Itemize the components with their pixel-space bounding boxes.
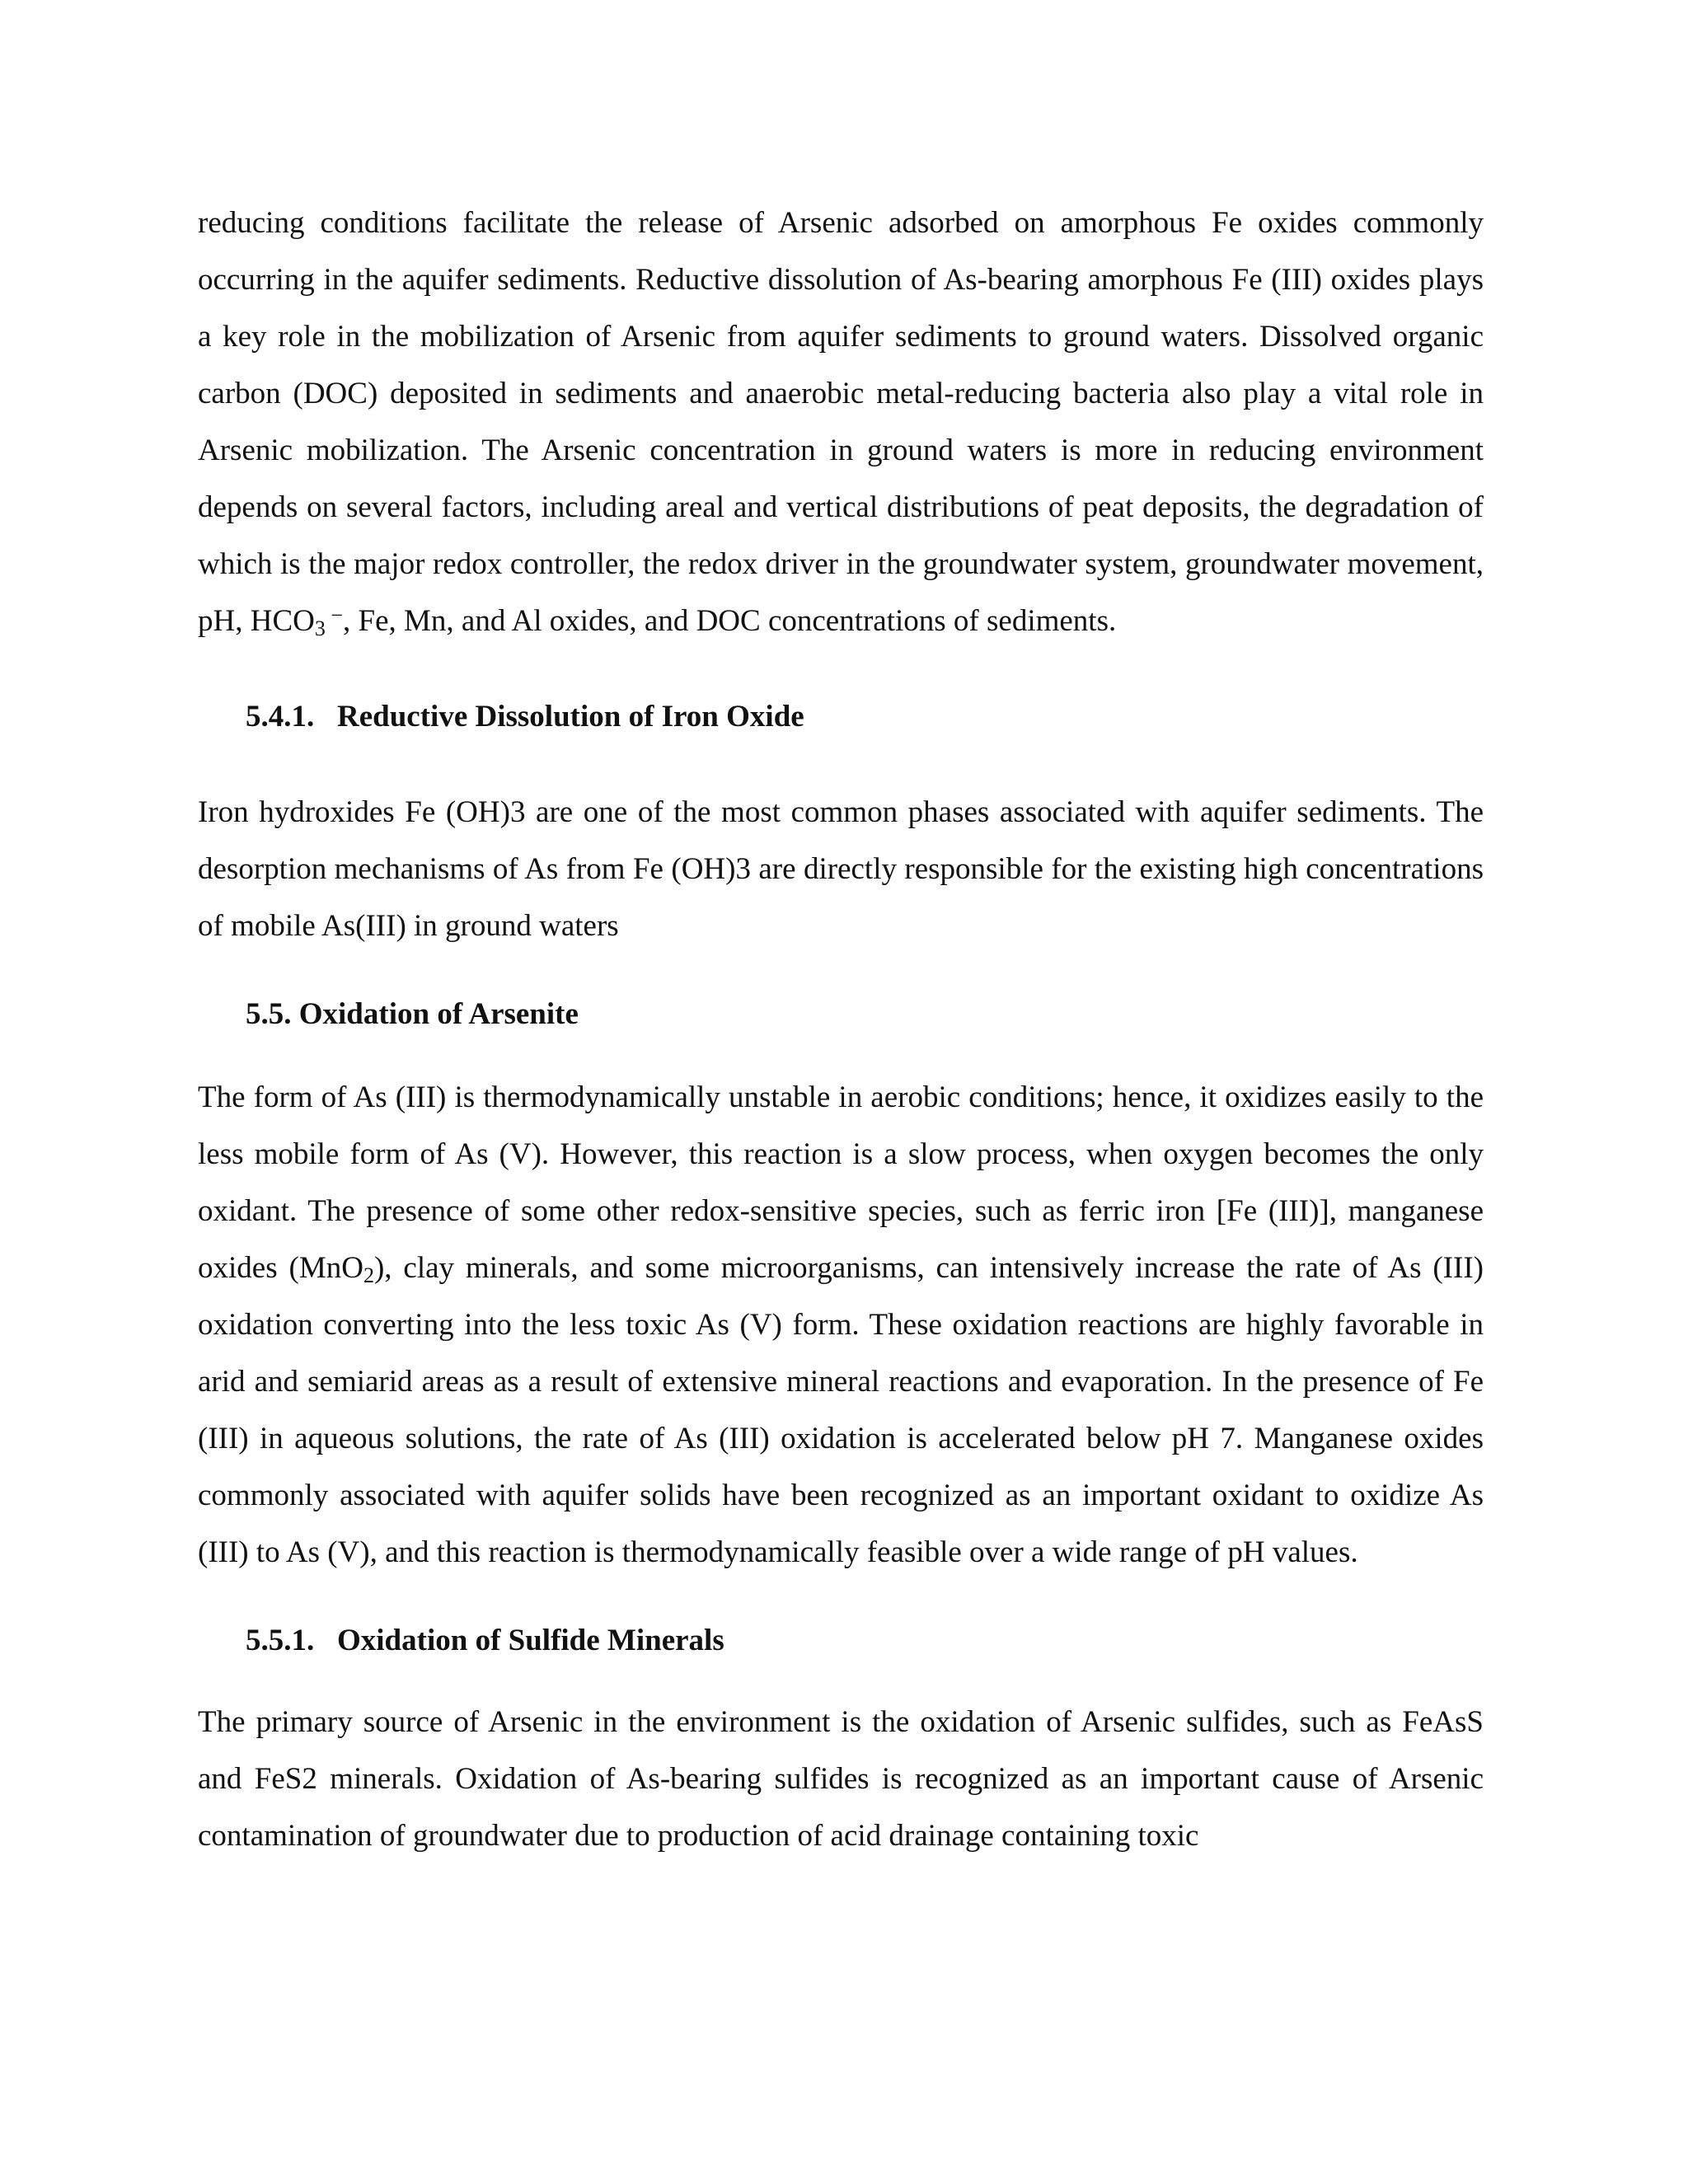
paragraph-arsenite-oxidation: [198, 1069, 1484, 1581]
paragraph-reducing-conditions: [198, 194, 1484, 649]
superscript-minus: −: [325, 603, 344, 627]
heading-oxidation-of-arsenite: 5.5. Oxidation of Arsenite: [246, 997, 579, 1031]
paragraph-text: The form of As (III) is thermodynamically unstable in aerobic conditions; hence, it oxidizes easily to the less mobile form of As (V). However, this reaction is a slow process, when oxygen becomes the only oxidant. The presence of some other redox-sensitive species, such as ferric iron [Fe (III)], manganese oxides (MnO: [198, 1080, 1484, 1285]
paragraph-text-continued: ), clay minerals, and some microorganisms, can intensively increase the rate of As (III) oxidation converting into the less toxic As (V) form. These oxidation reactions are highly favorable in arid and semiarid areas as a result of extensive mineral reactions and evaporation. In the presence of Fe (III) in aqueous solutions, the rate of As (III) oxidation is accelerated below pH 7. Manganese oxides commonly associated with aquifer solids have been recognized as an important oxidant to oxidize As (III) to As (V), and this reaction is thermodynamically feasible over a wide range of pH values.: [198, 1251, 1484, 1569]
heading-reductive-dissolution: 5.4.1. Reductive Dissolution of Iron Oxide: [246, 700, 804, 733]
document-page: [198, 194, 1484, 1864]
subscript-2: 2: [363, 1263, 374, 1287]
paragraph-iron-hydroxides: Iron hydroxides Fe (OH)3 are one of the most common phases associated with aquifer sediments. The desorption mechanisms of As from Fe (OH)3 are directly responsible for the existing high concentrations of mobile As(III) in ground waters: [198, 795, 1484, 943]
paragraph-sulfide-oxidation: The primary source of Arsenic in the environment is the oxidation of Arsenic sulfides, such as FeAsS and FeS2 minerals. Oxidation of As-bearing sulfides is recognized as an important cause of Arsenic contamination of groundwater due to production of acid drainage containing toxic: [198, 1705, 1484, 1853]
paragraph-text-continued: , Fe, Mn, and Al oxides, and DOC concentrations of sediments.: [343, 604, 1117, 638]
paragraph-text: reducing conditions facilitate the release of Arsenic adsorbed on amorphous Fe oxides commonly occurring in the aquifer sediments. Reductive dissolution of As-bearing amorphous Fe (III) oxides plays a key role in the mobilization of Arsenic from aquifer sediments to ground waters. Dissolved organic carbon (DOC) deposited in sediments and anaerobic metal-reducing bacteria also play a vital role in Arsenic mobilization. The Arsenic concentration in ground waters is more in reducing environment depends on several factors, including areal and vertical distributions of peat deposits, the degradation of which is the major redox controller, the redox driver in the groundwater system, groundwater movement, pH, HCO: [198, 206, 1484, 638]
heading-oxidation-of-sulfide-minerals: 5.5.1. Oxidation of Sulfide Minerals: [246, 1624, 724, 1657]
subscript-3: 3: [314, 616, 326, 640]
